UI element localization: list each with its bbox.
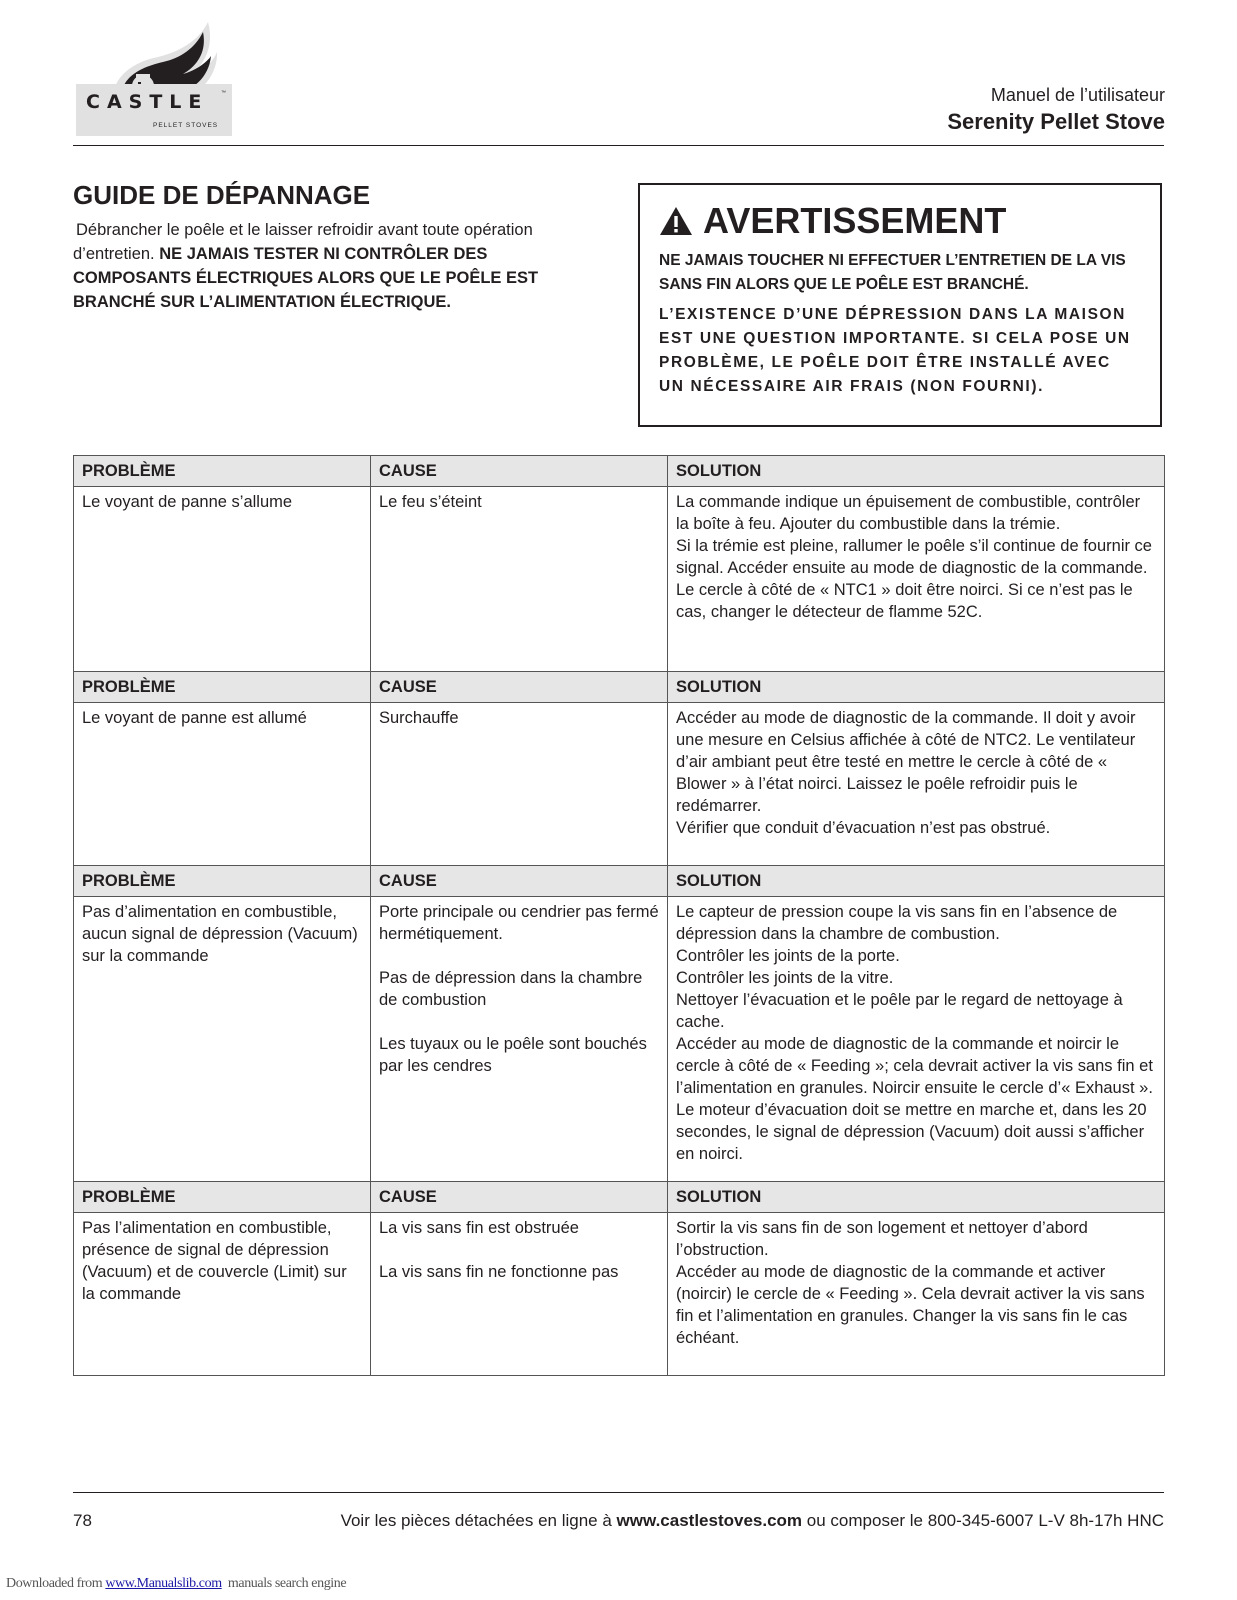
solution-text: Contrôler les joints de la vitre. [676, 969, 894, 987]
download-note [6, 1576, 346, 1592]
column-header-cause: CAUSE [371, 866, 668, 897]
solution-text: Accéder au mode de diagnostic de la commande et activer (noircir) le cercle de « Feeding ». Cela devrait activer la vis sans fin et l’alimentation en granules. Changer la vis sans fin le cas échéant. [676, 1263, 1145, 1347]
column-header-cause: CAUSE [371, 1182, 668, 1213]
cause-cell [371, 1213, 668, 1376]
footer-divider [73, 1492, 1164, 1493]
download-suffix: manuals search engine [221, 1576, 347, 1591]
document-title: Serenity Pellet Stove [947, 109, 1165, 134]
problem-text: Pas l’alimentation en combustible, présence de signal de dépression (Vacuum) et de couvercle (Limit) sur la commande [82, 1219, 347, 1303]
footer-text-after: ou composer le 800-345-6007 L-V 8h-17h HNC [802, 1511, 1164, 1530]
problem-text: Pas d’alimentation en combustible, aucun signal de dépression (Vacuum) sur la commande [82, 903, 358, 965]
column-header-cause: CAUSE [371, 672, 668, 703]
warning-triangle-icon [659, 206, 693, 236]
footer-website-link[interactable]: www.castlestoves.com [616, 1511, 803, 1530]
intro-normal-text: Débrancher le poêle et le laisser refroidir avant toute opération d’entretien. [73, 221, 533, 263]
cause-text: La vis sans fin ne fonctionne pas [379, 1263, 619, 1281]
logo-brand: CASTLE [86, 91, 209, 113]
column-header-solution: SOLUTION [668, 456, 1165, 487]
download-prefix: Downloaded from [6, 1576, 106, 1591]
solution-text: Accéder au mode de diagnostic de la commande et noircir le cercle à côté de « Feeding »; cela devrait activer la vis sans fin et l’alimentation en granules. Noircir ensuite le cercle d’« Exhaust ». Le moteur d’évacuation doit se mettre en marche et, dans les 20 secondes, le signal de dépression (Vacuum) doit aussi s’afficher en noirci. [676, 1035, 1153, 1163]
cause-cell [371, 487, 668, 672]
document-kind: Manuel de l’utilisateur [990, 85, 1165, 105]
footer-text-before: Voir les pièces détachées en ligne à [340, 1511, 617, 1530]
column-header-problem: PROBLÈME [74, 672, 371, 703]
header-divider [73, 145, 1164, 146]
cause-text: Porte principale ou cendrier pas fermé hermétiquement. [379, 903, 659, 943]
troubleshooting-table [73, 455, 1165, 1376]
problem-text: Le voyant de panne s’allume [82, 493, 293, 511]
spacer [379, 945, 659, 967]
solution-cell [668, 703, 1165, 866]
solution-text: Accéder au mode de diagnostic de la commande. Il doit y avoir une mesure en Celsius affichée à côté de NTC2. Le ventilateur d’air ambiant peut être testé en mettre le cercle à côté de « Blower » à l’état noirci. Laissez le poêle refroidir puis le redémarrer. [676, 709, 1136, 815]
cause-text: Le feu s’éteint [379, 493, 482, 511]
solution-text: Contrôler les joints de la porte. [676, 947, 900, 965]
table-row [74, 897, 1165, 1182]
column-header-problem: PROBLÈME [74, 456, 371, 487]
cause-text: La vis sans fin est obstruée [379, 1219, 579, 1237]
cause-text: Surchauffe [379, 709, 459, 727]
warning-title: AVERTISSEMENT [703, 200, 1007, 241]
warning-paragraph-2: L’EXISTENCE D’UNE DÉPRESSION DANS LA MAISON EST UNE QUESTION IMPORTANTE. SI CELA POSE UN PROBLÈME, LE POÊLE DOIT ÊTRE INSTALLÉ AVEC UN NÉCESSAIRE AIR FRAIS (NON FOURNI). [659, 306, 1131, 395]
cause-cell [371, 897, 668, 1182]
column-header-solution: SOLUTION [668, 866, 1165, 897]
solution-cell [668, 897, 1165, 1182]
logo-trademark: ™ [221, 90, 226, 96]
manualslib-link[interactable]: www.Manualslib.com [105, 1576, 222, 1591]
spacer [379, 1239, 659, 1261]
page-number: 78 [73, 1511, 92, 1530]
solution-text: Le capteur de pression coupe la vis sans fin en l’absence de dépression dans la chambre de combustion. [676, 903, 1118, 943]
table-header-row [74, 1182, 1165, 1213]
table-header-row [74, 456, 1165, 487]
spacer [379, 1011, 659, 1033]
problem-text: Le voyant de panne est allumé [82, 709, 307, 727]
logo-tagline: PELLET STOVES [153, 122, 219, 129]
problem-cell [74, 1213, 371, 1376]
problem-cell [74, 703, 371, 866]
solution-text: Sortir la vis sans fin de son logement et nettoyer d’abord l’obstruction. [676, 1219, 1088, 1259]
footer-contact [341, 1511, 1164, 1531]
solution-text: Si la trémie est pleine, rallumer le poêle s’il continue de fournir ce signal. Accéder ensuite au mode de diagnostic de la commande. Le cercle à côté de « NTC1 » doit être noirci. Si ce n’est pas le cas, changer le détecteur de flamme 52C. [676, 537, 1152, 621]
table-row [74, 1213, 1165, 1376]
solution-cell [668, 1213, 1165, 1376]
table-header-row [74, 866, 1165, 897]
column-header-problem: PROBLÈME [74, 1182, 371, 1213]
table-row [74, 703, 1165, 866]
section-intro [73, 218, 593, 314]
cause-text: Pas de dépression dans la chambre de combustion [379, 969, 643, 1009]
problem-cell [74, 897, 371, 1182]
cause-text: Les tuyaux ou le poêle sont bouchés par les cendres [379, 1035, 647, 1075]
solution-text: Vérifier que conduit d’évacuation n’est pas obstrué. [676, 819, 1051, 837]
problem-cell [74, 487, 371, 672]
section-title: GUIDE DE DÉPANNAGE [73, 180, 371, 210]
cause-cell [371, 703, 668, 866]
warning-box [638, 183, 1162, 427]
table-header-row [74, 672, 1165, 703]
column-header-cause: CAUSE [371, 456, 668, 487]
column-header-problem: PROBLÈME [74, 866, 371, 897]
solution-text: Nettoyer l’évacuation et le poêle par le regard de nettoyage à cache. [676, 991, 1123, 1031]
warning-paragraph-1: NE JAMAIS TOUCHER NI EFFECTUER L’ENTRETIEN DE LA VIS SANS FIN ALORS QUE LE POÊLE EST BRANCHÉ. [659, 252, 1126, 293]
solution-text: La commande indique un épuisement de combustible, contrôler la boîte à feu. Ajouter du combustible dans la trémie. [676, 493, 1141, 533]
warning-heading [659, 199, 1142, 243]
solution-cell [668, 487, 1165, 672]
table-row [74, 487, 1165, 672]
column-header-solution: SOLUTION [668, 672, 1165, 703]
intro-bold-warning: NE JAMAIS TESTER NI CONTRÔLER DES COMPOSANTS ÉLECTRIQUES ALORS QUE LE POÊLE EST BRANCHÉ SUR L’ALIMENTATION ÉLECTRIQUE. [73, 245, 539, 311]
castle-logo [73, 22, 235, 137]
column-header-solution: SOLUTION [668, 1182, 1165, 1213]
